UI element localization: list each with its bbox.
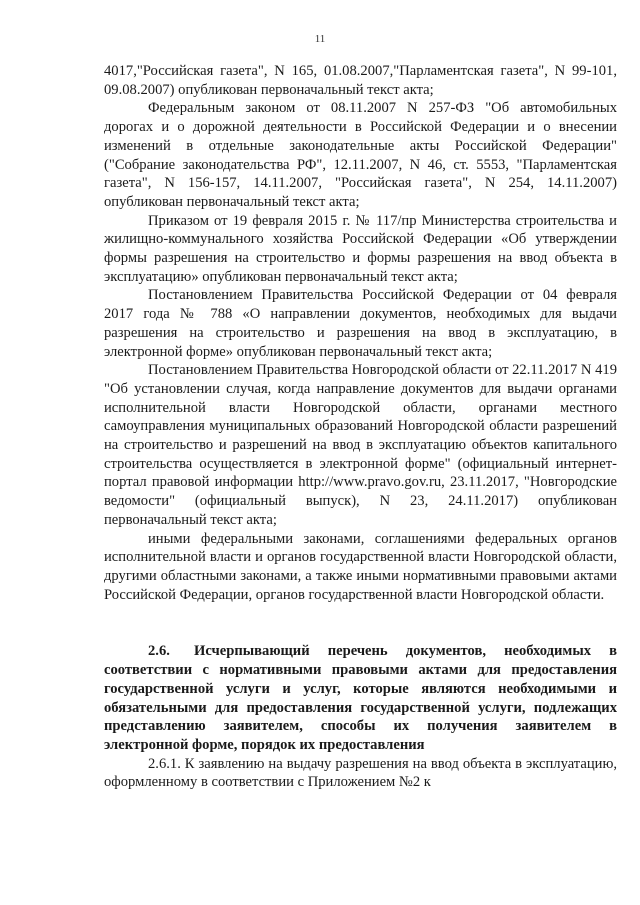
section-heading xyxy=(104,642,617,754)
section-title: Исчерпывающий перечень документов, необходимых в соответствии с нормативными правовыми актами для предоставления государственной услуги и услуг, которые являются необходимыми и обязательными для предоставления государственной услуги, подлежащих представлению заявителем, способы их получения заявителем в электронной форме, порядок их предоставления xyxy=(104,643,617,753)
paragraph: иными федеральными законами, соглашениями федеральных органов исполнительной власти и органов государственной власти Новгородской области, другими областными законами, а также иными нормативными правовыми актами Российской Федерации, органов государственной власти Новгородской области. xyxy=(104,530,617,603)
page-number: 11 xyxy=(314,33,326,45)
paragraph: Постановлением Правительства Российской Федерации от 04 февраля 2017 года № 788 «О направлении документов, необходимых для выдачи разрешения на строительство и разрешения на ввод в эксплуатацию, в электронной форме» опубликован первоначальный текст акта; xyxy=(104,287,617,360)
paragraph-continuation: 4017,"Российская газета", N 165, 01.08.2007,"Парламентская газета", N 99-101, 09.08.2007) опубликован первоначальный текст акта; xyxy=(104,63,617,98)
document-body xyxy=(104,62,617,792)
section-number: 2.6. xyxy=(148,643,170,660)
paragraph: Приказом от 19 февраля 2015 г. № 117/пр Министерства строительства и жилищно-коммунального хозяйства Российской Федерации «Об утверждении формы разрешения на строительство и формы разрешения на ввод объекта в эксплуатацию» опубликован первоначальный текст акта; xyxy=(104,212,617,285)
paragraph: Постановлением Правительства Новгородской области от 22.11.2017 N 419 "Об установлении случая, когда направление документов для выдачи органами исполнительной власти Новгородской области, органами местного самоуправления муниципальных образований Новгородской области разрешений на строительство и разрешений на ввод в эксплуатацию объектов капитального строительства осуществляется в электронной форме" (официальный интернет-портал правовой информации http://www.pravo.gov.ru, 23.11.2017, "Новгородские ведомости" (официальный выпуск), N 23, 24.11.2017) опубликован первоначальный текст акта; xyxy=(104,362,617,528)
subsection-paragraph: 2.6.1. К заявлению на выдачу разрешения на ввод объекта в эксплуатацию, оформленному в соответствии с Приложением №2 к xyxy=(104,755,617,791)
paragraph: Федеральным законом от 08.11.2007 N 257-ФЗ "Об автомобильных дорогах и о дорожной деятельности в Российской Федерации и о внесении изменений в отдельные законодательные акты Российской Федерации" ("Собрание законодательства РФ", 12.11.2007, N 46, ст. 5553, "Парламентская газета", N 156-157, 14.11.2007, "Российская газета", N 254, 14.11.2007) опубликован первоначальный текст акта; xyxy=(104,100,617,210)
section-spacer xyxy=(104,604,617,642)
